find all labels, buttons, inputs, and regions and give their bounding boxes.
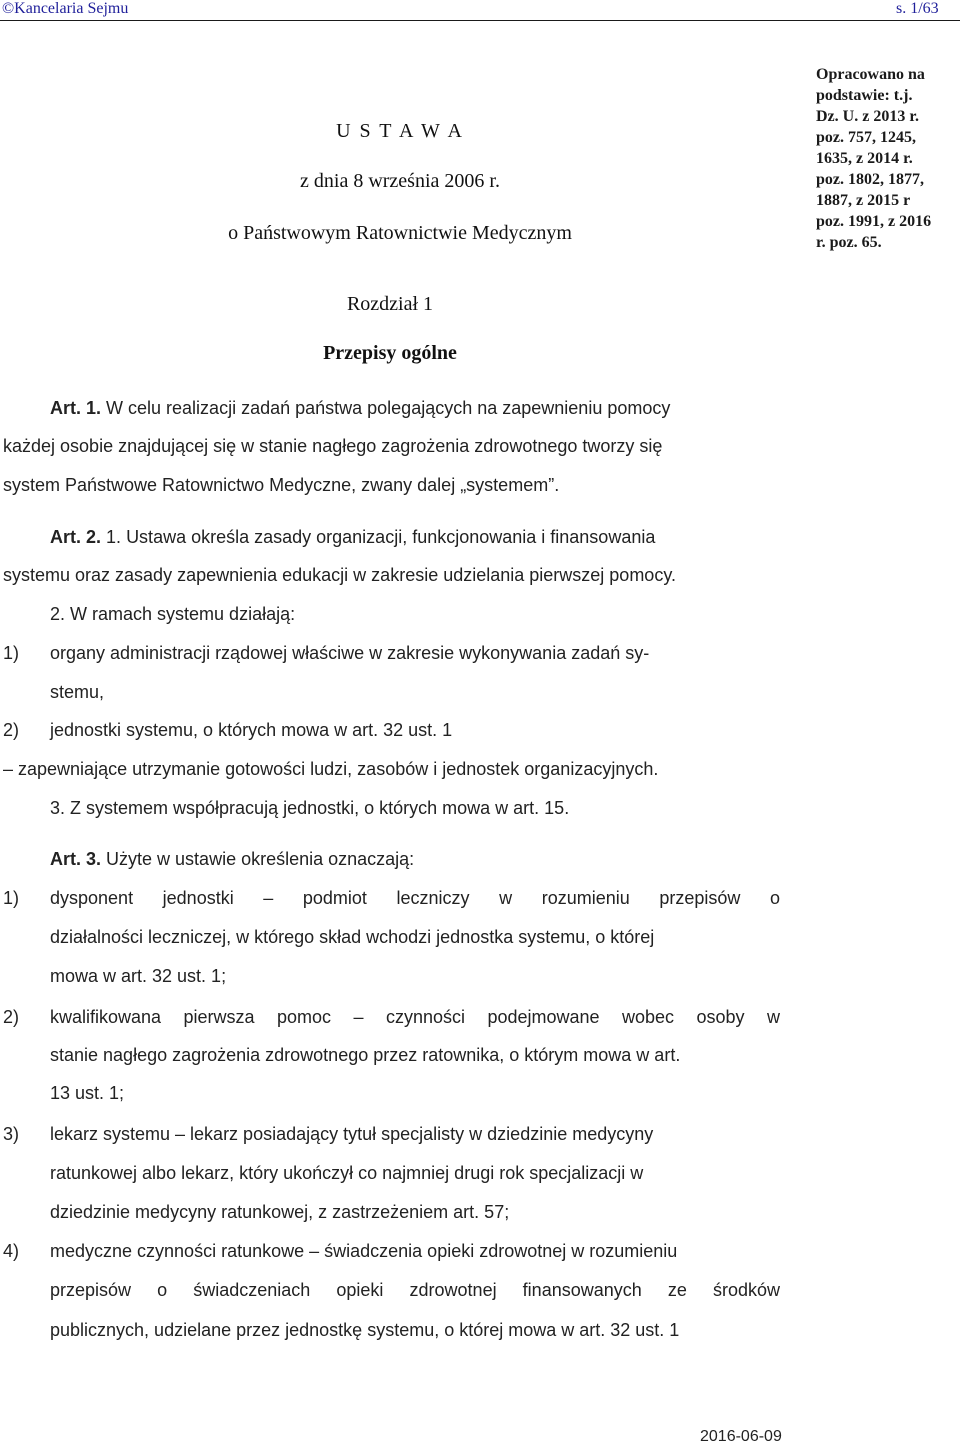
- definition-line: 13 ust. 1;: [50, 1083, 125, 1103]
- art2-p2-number: 2.: [50, 604, 66, 624]
- chapter-number: Rozdział 1: [346, 293, 434, 315]
- list-number: 2): [3, 720, 20, 740]
- header-rule: [0, 0, 960, 21]
- art2-p2-text: W ramach systemu działają:: [70, 604, 296, 624]
- art1-first-line: [50, 398, 670, 419]
- art2-first-line: [50, 527, 655, 548]
- art2-p1-text: Ustawa określa zasady organizacji, funkcjonowania i finansowania: [126, 527, 656, 547]
- art1-line: każdej osobie znajdującej się w stanie nagłego zagrożenia zdrowotnego tworzy się: [3, 436, 663, 456]
- art2-p2: [50, 604, 295, 625]
- source-note: [816, 64, 960, 253]
- definition-line: lekarz systemu – lekarz posiadający tytuł specjalisty w dziedzinie medycyny: [50, 1124, 654, 1144]
- art2-p1-number: 1.: [106, 527, 122, 547]
- source-note-line: 1635, z 2014 r.: [816, 150, 913, 167]
- definition-line: dysponent jednostki – podmiot leczniczy w rozumieniu przepisów o: [50, 888, 780, 908]
- art3-intro: Użyte w ustawie określenia oznaczają:: [106, 849, 415, 869]
- definition-line: ratunkowej albo lekarz, który ukończył co najmniej drugi rok specjalizacji w: [50, 1163, 644, 1183]
- art3-label: Art. 3.: [50, 849, 102, 869]
- definition-line: działalności leczniczej, w którego skład wchodzi jednostka systemu, o której: [50, 927, 655, 947]
- art2-label: Art. 2.: [50, 527, 102, 547]
- source-note-line: 1887, z 2015 r: [816, 192, 911, 209]
- list-number: 3): [3, 1124, 20, 1144]
- list-number: 2): [3, 1007, 20, 1027]
- publisher-label: ©Kancelaria Sejmu: [2, 0, 129, 17]
- source-note-line: podstawie: t.j.: [816, 87, 913, 104]
- definition-line: kwalifikowana pierwsza pomoc – czynności podejmowane wobec osoby w: [50, 1007, 780, 1027]
- dash-line: – zapewniające utrzymanie gotowości ludzi, zasobów i jednostek organizacyjnych.: [3, 759, 659, 779]
- source-note-line: poz. 1802, 1877,: [816, 171, 924, 188]
- source-note-line: Opracowano na: [816, 66, 925, 83]
- footer-date: 2016-06-09: [700, 1428, 782, 1445]
- definition-line: mowa w art. 32 ust. 1;: [50, 966, 227, 986]
- definition-line: przepisów o świadczeniach opieki zdrowotnej finansowanych ze środków: [50, 1280, 780, 1300]
- list-item-text: organy administracji rządowej właściwe w zakresie wykonywania zadań sy-: [50, 643, 650, 663]
- list-item-text: stemu,: [50, 682, 105, 702]
- source-note-line: poz. 1991, z 2016: [816, 213, 932, 230]
- definition-line: publicznych, udzielane przez jednostkę systemu, o której mowa w art. 32 ust. 1: [50, 1320, 680, 1340]
- art1-label: Art. 1.: [50, 398, 102, 418]
- definition-line: medyczne czynności ratunkowe – świadczenia opieki zdrowotnej w rozumieniu: [50, 1241, 678, 1261]
- art1-line: system Państwowe Ratownictwo Medyczne, zwany dalej „systemem”.: [3, 475, 560, 495]
- list-number: 1): [3, 643, 20, 663]
- art2-p3: 3. Z systemem współpracują jednostki, o których mowa w art. 15.: [50, 798, 570, 818]
- source-note-line: r. poz. 65.: [816, 234, 882, 251]
- act-date: z dnia 8 września 2006 r.: [300, 170, 500, 192]
- act-title: U S T A W A: [336, 120, 464, 142]
- source-note-line: Dz. U. z 2013 r.: [816, 108, 919, 125]
- list-item-text: jednostki systemu, o których mowa w art. 32 ust. 1: [50, 720, 453, 740]
- source-note-line: poz. 757, 1245,: [816, 129, 916, 146]
- list-number: 1): [3, 888, 20, 908]
- definition-line: stanie nagłego zagrożenia zdrowotnego przez ratownika, o którym mowa w art.: [50, 1045, 681, 1065]
- definition-line: dziedzinie medycyny ratunkowej, z zastrzeżeniem art. 57;: [50, 1202, 510, 1222]
- page-number: s. 1/63: [896, 0, 939, 17]
- act-subject: o Państwowym Ratownictwie Medycznym: [228, 222, 572, 244]
- chapter-title: Przepisy ogólne: [323, 342, 457, 364]
- art1-text: W celu realizacji zadań państwa polegających na zapewnieniu pomocy: [106, 398, 671, 418]
- art2-line: systemu oraz zasady zapewnienia edukacji w zakresie udzielania pierwszej pomocy.: [3, 565, 676, 585]
- art3-first-line: [50, 849, 414, 870]
- list-number: 4): [3, 1241, 20, 1261]
